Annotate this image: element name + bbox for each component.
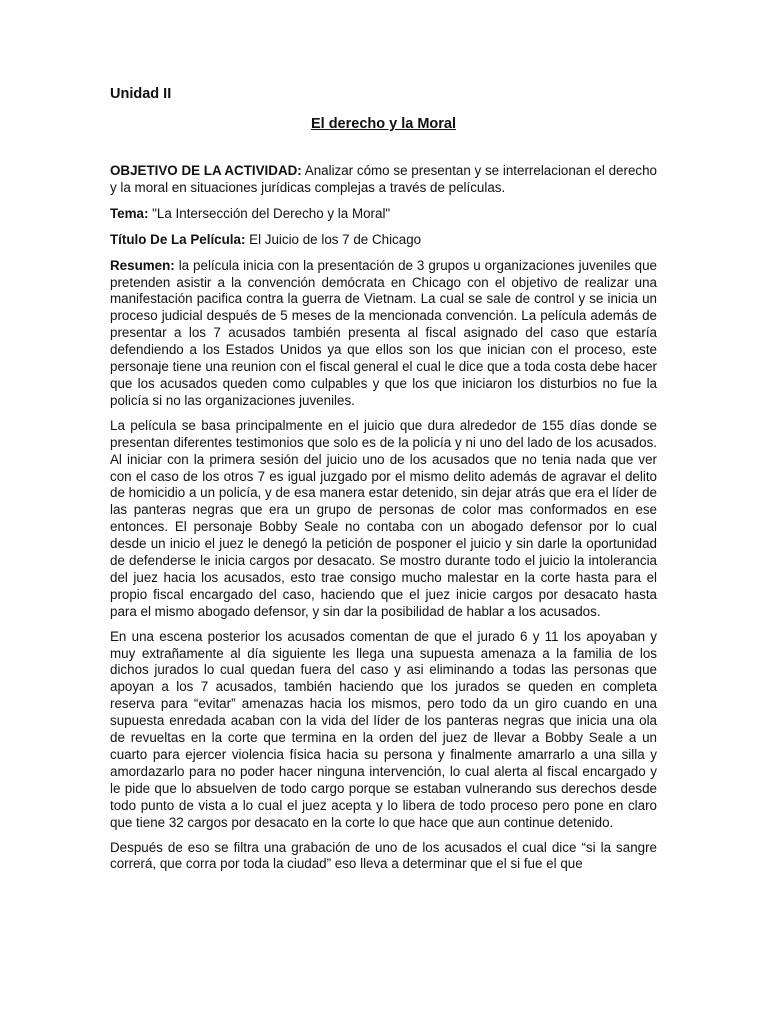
document-title: El derecho y la Moral [310, 116, 457, 132]
summary-paragraph [110, 258, 657, 410]
body-paragraph-1: La película se basa principalmente en el juicio que dura alrededor de 155 días donde se presentan diferentes testimonios que solo es de la policía y ni uno del lado de los acusados. Al iniciar con la primera sesión del juicio uno de los acusados que no tenia nada que ver con el caso de los otros 7 es igual juzgado por el mismo delito además de agravar el delito de homicidio a un policía, y de esa manera estar detenido, sin dejar atrás que era el líder de las panteras negras que era un grupo de personas de color mas conformados en ese entonces. El personaje Bobby Seale no contaba con un abogado defensor por lo cual desde un inicio el juez le denegó la petición de posponer el juicio y sin darle la oportunidad de defenderse le inicia cargos por desacato. Se mostro durante todo el juicio la intolerancia del juez hacia los acusados, esto trae consigo mucho malestar en la corte hasta para el propio fiscal encargado del caso, haciendo que el juez inicie cargos por desacato hasta para el mismo abogado defensor, y sin dar la posibilidad de hablar a los acusados. [110, 417, 657, 619]
topic-paragraph [110, 206, 657, 223]
topic-text: "La Intersección del Derecho y la Moral" [148, 205, 391, 221]
unit-heading: Unidad II [110, 86, 172, 102]
body-paragraph-3: Después de eso se filtra una grabación de uno de los acusados el cual dice “si la sangre correrá, que corra por toda la ciudad” eso lleva a determinar que el si fue el que [110, 839, 657, 872]
body-paragraph-2: En una escena posterior los acusados comentan de que el jurado 6 y 11 los apoyaban y muy extrañamente al día siguiente les llega una supuesta amenaza a la familia de los dichos jurados lo cual quedan fuera del caso y asi eliminando a todas las personas que apoyan a los 7 acusados, también haciendo que los jurados se queden en completa reserva para “evitar” amenazas hacia los mismos, pero todo da un giro cuando en una supuesta enredada acaban con la vida del líder de los panteras negras que inicia una ola de revueltas en la corte que termina en la orden del juez de llevar a Bobby Seale a un cuarto para ejercer violencia física hacia su persona y finalmente amarrarlo a una silla y amordazarlo para no poder hacer ninguna intervención, lo cual alerta al fiscal encargado y le pide que lo absuelven de todo cargo porque se estaban vulnerando sus derechos desde todo punto de vista a lo cual el juez acepta y lo libera de todo proceso pero pone en claro que tiene 32 cargos por desacato en la corte lo que hace que aun continue detenido. [110, 628, 657, 830]
movie-label: Título De La Película: [110, 231, 246, 247]
objective-paragraph [110, 163, 657, 197]
document-page [110, 84, 657, 873]
topic-label: Tema: [110, 205, 149, 221]
summary-text: la película inicia con la presentación de 3 grupos u organizaciones juveniles que pretenden asistir a la convención demócrata en Chicago con el objetivo de realizar una manifestación pacifica contra la guerra de Vietnam. La cual se sale de control y se inicia un proceso judicial después de 5 meses de la mencionada convención. La película además de presentar a los 7 acusados también presenta al fiscal asignado del caso que estaría defendiendo a los Estados Unidos ya que ellos son los que inician con el proceso, este personaje tiene una reunion con el fiscal general el cual le dice que a toda costa debe hacer que los acusados queden como culpables y que los que iniciaron los disturbios no fue la policía si no las organizaciones juveniles. [110, 257, 657, 408]
summary-label: Resumen: [110, 257, 175, 273]
movie-paragraph [110, 232, 657, 249]
objective-label: OBJETIVO DE LA ACTIVIDAD: [110, 163, 302, 178]
objective-text: Analizar cómo se presentan y se interrelacionan el derecho y la moral en situaciones jurídicas complejas a través de películas. [110, 163, 657, 195]
movie-text: El Juicio de los 7 de Chicago [245, 231, 422, 247]
